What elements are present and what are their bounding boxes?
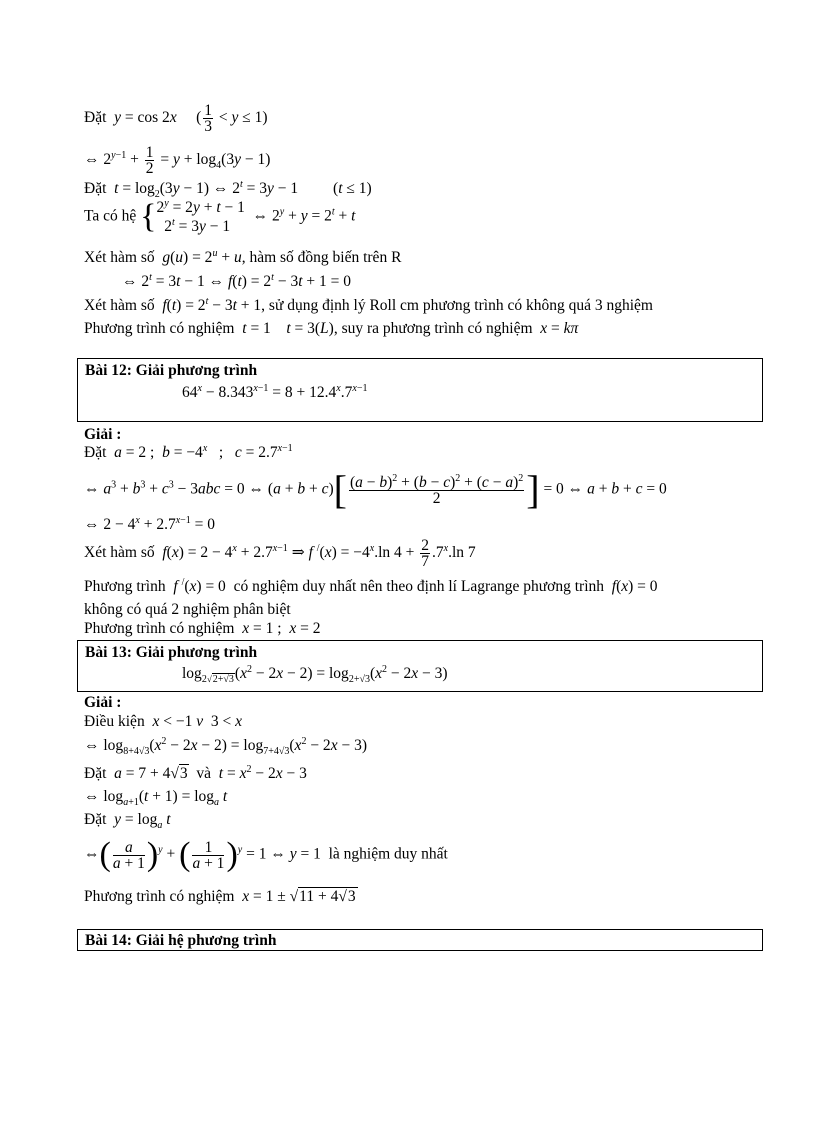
- giai13-eq1: ⇔ $\log_{8+4√3}(x^2 - 2x - 2) = \log_{7+4√3}(x^2 - 2x - 3)$: [84, 735, 367, 758]
- bai14-title: Bài 14: Giải hệ phương trình: [85, 932, 277, 949]
- bai13-title: Bài 13: Giải phương trình: [85, 644, 258, 661]
- bai12-equation: $64^x - 8.343^{x-1} = 8 + 12.4^x.7^{x-1}$: [182, 382, 368, 401]
- giai12-xet: Xét hàm số $f(x) = 2 - 4^x + 2.7^{x-1}$ ⇒ f $^/(x) = -4^x.\ln$ 4 + $\frac{2}{7}$ .7$^x$.ln 7: [84, 537, 476, 570]
- bai13-box: [77, 640, 763, 692]
- giai13-eq2: ⇔ $\log_{a+1}(t + 1) = \log_a t$: [84, 788, 228, 809]
- giai12-dat: Đặt a = 2 ; $b = -4^x$ ; $c = 2.7^{x-1}$: [84, 442, 293, 461]
- bai14-box: [77, 929, 763, 951]
- giai13-pt: Phương trình có nghiệm x = 1 ± √11 + 4√3: [84, 888, 356, 905]
- line-xet-f: Xét hàm số $f(t) = 2^t - 3t + 1$, sử dụng định lý Roll cm phương trình có không quá 3 nghiệm: [84, 295, 653, 314]
- giai12-eq: ⇔ $2 - 4^x + 2.7^{x-1} = 0$: [84, 514, 216, 533]
- bai13-equation: $\log_{2√2+√3}(x^2 - 2x - 2) = \log_{2+√3}(x^2 - 2x - 3)$: [182, 663, 448, 686]
- giai13-eq3: ⇔( $\frac{a}{a + 1}$ )$^y$ + ( $\frac{1}{a + 1}$ )$^y$ = 1 ⇔ y = 1 là nghiệm duy nhất: [84, 836, 448, 873]
- giai12-pt1: Phương trình f /(x) = 0 có nghiệm duy nhất nên theo định lí Lagrange phương trình f(x) = 0: [84, 576, 658, 595]
- giai13-dk: Điều kiện x < −1 v 3 < x: [84, 713, 242, 730]
- giai12-pt2: không có quá 2 nghiệm phân biệt: [84, 601, 291, 618]
- line-eq-t: ⇔ $2^t = 3t - 1$ ⇔ $f(t) = 2^t - 3t + 1 = 0$: [122, 271, 351, 290]
- line-dat-t: Đặt $t = \log_2(3y - 1)$ ⇔ $2^t = 3y - 1$ (t ≤ 1): [84, 178, 372, 201]
- line-xet-g: Xét hàm số $g(u) = 2^u + u$, hàm số đồng biến trên R: [84, 247, 402, 266]
- giai12-title: Giải :: [84, 426, 122, 443]
- giai12-identity: ⇔ $a^3 + b^3 + c^3 - 3abc = 0$ ⇔ (a + b + c)[ $\frac{(a - b)^2 + (b - c)^2 + (c - a)^2}{2}$ ] = 0 ⇔ a + b + c = 0: [84, 467, 667, 512]
- line-nghiem: Phương trình có nghiệm t = 1 t = 3(L), suy ra phương trình có nghiệm x = kπ: [84, 320, 579, 337]
- line-dat-y: Đặt y = cos 2x ( $\frac{1}{3}$ < y ≤ 1): [84, 102, 268, 135]
- bai12-box: [77, 358, 763, 422]
- line-eq-2y: ⇔ $2^{y-1}$ + $\frac{1}{2}$ = $y + \log_4(3y - 1)$: [84, 144, 271, 177]
- giai13-dat1: Đặt a = 7 + 4√3 và $t = x^2 - 2x - 3$: [84, 763, 307, 782]
- giai13-dat2: Đặt $y = \log_a t$: [84, 811, 171, 832]
- bai12-title: Bài 12: Giải phương trình: [85, 362, 258, 379]
- giai13-title: Giải :: [84, 694, 122, 711]
- line-system: Ta có hệ {$2^y = 2y + t - 1$ $2^t = 3y - 1$ ⇔ $2^y + y = 2^t + t$: [84, 197, 356, 235]
- giai12-pt3: Phương trình có nghiệm x = 1 ; x = 2: [84, 620, 321, 637]
